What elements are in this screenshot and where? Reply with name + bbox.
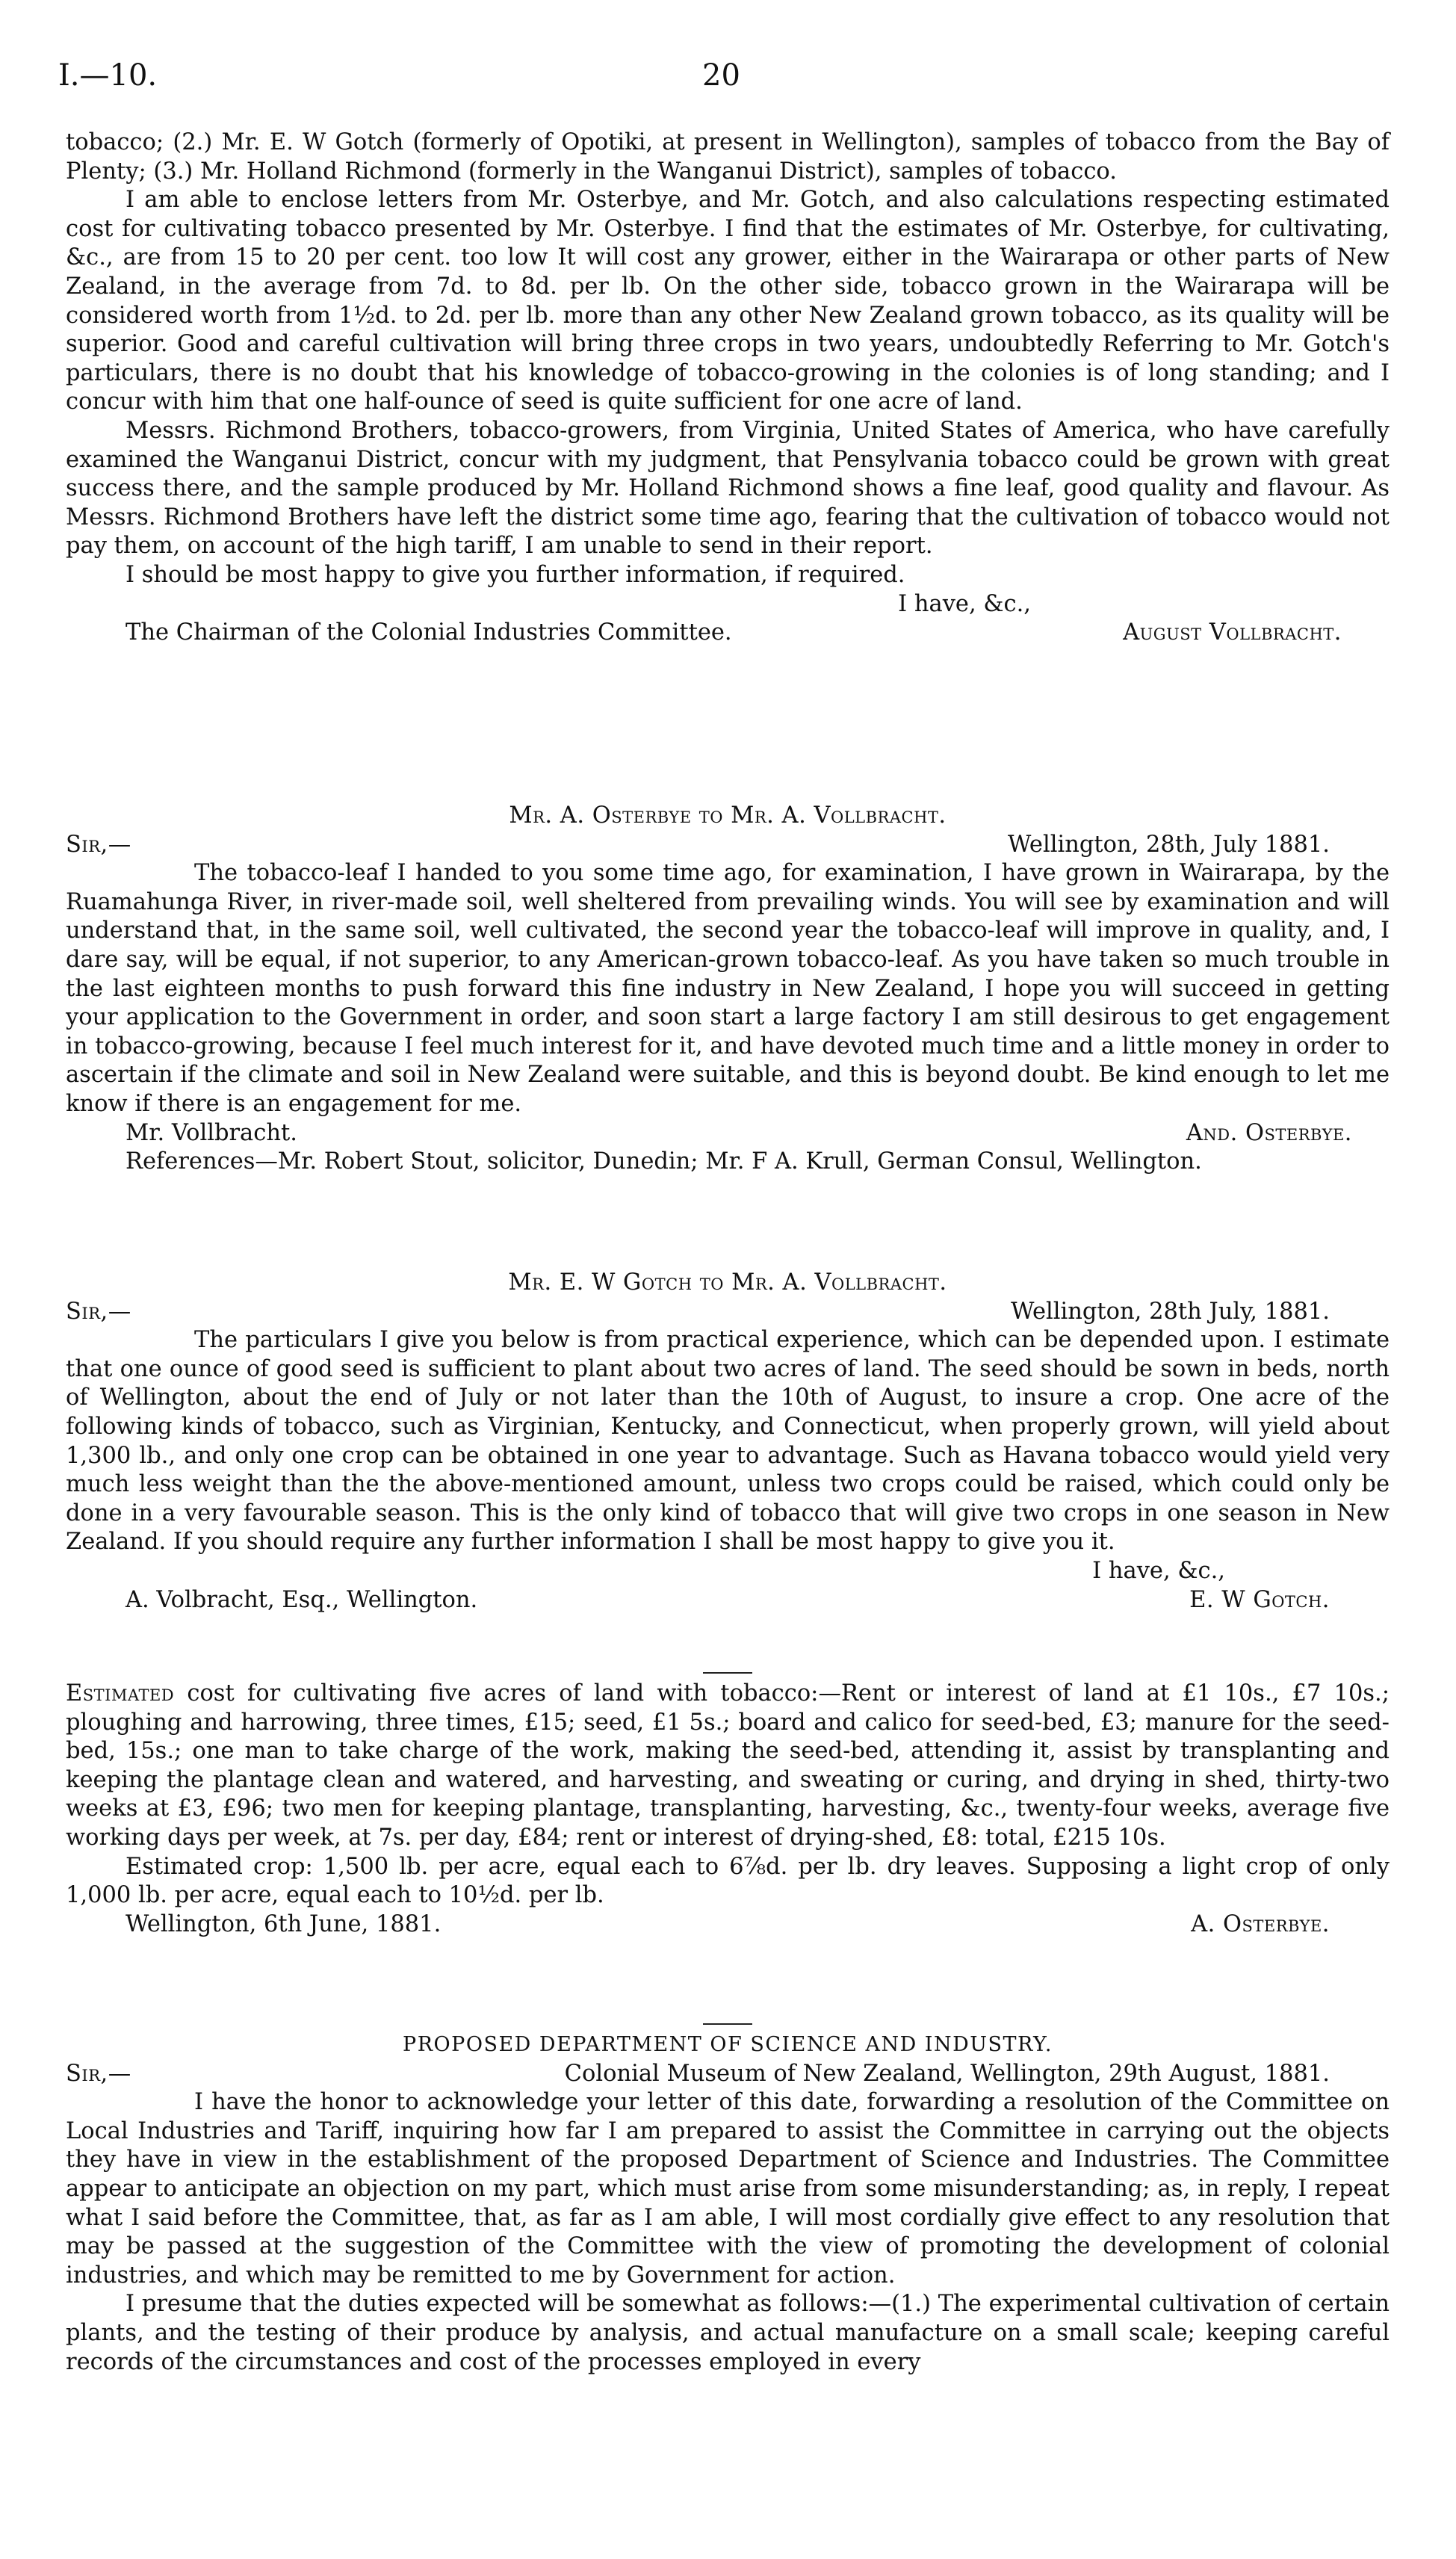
signature-line (66, 1119, 1390, 1148)
references: References—Mr. Robert Stout, solicitor, Dunedin; Mr. F A. Krull, German Consul, Wellington. (126, 1148, 1202, 1175)
closing-line (66, 1557, 1390, 1586)
report-continuation (66, 129, 1390, 648)
estimate-crop: Estimated crop: 1,500 lb. per acre, equal each to 6⅞d. per lb. dry leaves. Supposing a light crop of only 1,000 lb. per acre, equal each to 10½d. per lb. (66, 1853, 1390, 1909)
closing-formula: I have, &c., (898, 590, 1031, 617)
letter-heading: Mr. E. W Gotch to Mr. A. Vollbracht. (508, 1269, 947, 1296)
paragraph: tobacco; (2.) Mr. E. W Gotch (formerly of Opotiki, at present in Wellington), samples of tobacco from the Bay of Plenty; (3.) Mr. Holland Richmond (formerly in the Wanganui District), samples of tobacco. (66, 129, 1390, 185)
divider (703, 2023, 752, 2025)
estimate-text: cost for cultivating five acres of land with tobacco:—Rent or interest of land at £1 10s., £7 10s.; ploughing and harrowing, three times, £15; seed, £1 5s.; board and calico for seed-bed, £3; manure for the seed-bed, 15s.; one man to take charge of the work, making the seed-bed, attending it, assist by transplanting and keeping the plantage clean and watered, and harvesting, and sweating or curing, and drying in shed, thirty-two weeks at £3, £96; two men for keeping plantage, transplanting, harvesting, &c., twenty-four weeks, average five working days per week, at 7s. per day, £84; rent or interest of drying-shed, £8: total, £215 10s. (66, 1680, 1390, 1851)
letter-body: The tobacco-leaf I handed to you some time ago, for examination, I have grown in Wairarapa, by the Ruamahunga River, in river-made soil, well sheltered from prevailing winds. You will see by examination and will understand that, in the same soil, well cultivated, the second year the tobacco-leaf will improve in quality, and, I dare say, will be equal, if not superior, to any American-grown tobacco-leaf. As you have taken so much trouble in the last eighteen months to push forward this fine industry in New Zealand, I hope you will succeed in getting your application to the Government in order, and soon start a large factory I am still desirous to get engagement in tobacco-growing, because I feel much interest for it, and have devoted much time and a little money in order to ascertain if the climate and soil in New Zealand were suitable, and this is beyond doubt. Be kind enough to let me know if there is an engagement for me. (66, 860, 1390, 1117)
report-reference: I.—10. (58, 58, 158, 93)
addressee: A. Volbracht, Esq., Wellington. (126, 1586, 478, 1613)
section-heading: PROPOSED DEPARTMENT OF SCIENCE AND INDUSTRY. (403, 2033, 1053, 2056)
section-science-industry (66, 2017, 1390, 2377)
salutation: Sir,— (66, 831, 131, 858)
dateline: Wellington, 28th July, 1881. (1011, 1298, 1330, 1325)
paragraph: I presume that the duties expected will be somewhat as follows:—(1.) The experimental cultivation of certain plants, and the testing of their produce by analysis, and actual manufacture on a small scale; keeping careful records of the circumstances and cost of the processes employed in every (66, 2291, 1390, 2375)
signature: And. Osterbye. (1186, 1119, 1352, 1146)
letter-gotch (66, 1269, 1390, 1615)
salutation-line (66, 2060, 1390, 2089)
closing-line (66, 590, 1390, 619)
cost-estimate (66, 1666, 1390, 1939)
addressee: Mr. Vollbracht. (126, 1119, 297, 1146)
addressee: The Chairman of the Colonial Industries Committee. (126, 619, 732, 646)
paragraph: Messrs. Richmond Brothers, tobacco-growers, from Virginia, United States of America, who have carefully examined the Wanganui District, concur with my judgment, that Pensylvania tobacco could be grown with great success there, and the sample produced by Mr. Holland Richmond shows a fine leaf, good quality and flavour. As Messrs. Richmond Brothers have left the district some time ago, fearing that the cultivation of tobacco would not pay them, on account of the high tariff, I am unable to send in their report. (66, 417, 1390, 560)
page-number: 20 (702, 58, 740, 93)
signature: A. Osterbye. (1191, 1910, 1330, 1937)
letter-body: The particulars I give you below is from practical experience, which can be depended upon. I estimate that one ounce of good seed is sufficient to plant about two acres of land. The seed should be sown in beds, north of Wellington, about the end of July or not later than the 10th of August, to insure a crop. One acre of the following kinds of tobacco, such as Virginian, Kentucky, and Connecticut, when properly grown, will yield about 1,300 lb., and only one crop can be obtained in one year to advantage. Such as Havana tobacco would yield very much less weight than the the above-mentioned amount, unless two crops could be raised, which could only be done in a very favourable season. This is the only kind of tobacco that will give two crops in one season in New Zealand. If you should require any further information I shall be most happy to give you it. (66, 1327, 1390, 1556)
estimate-lead: Estimated (66, 1680, 175, 1706)
signature-line (66, 619, 1390, 648)
salutation-line (66, 1298, 1390, 1327)
letter-osterbye (66, 802, 1390, 1177)
signature-line (66, 1586, 1390, 1615)
estimate-paragraph (66, 1680, 1390, 1853)
closing-formula: I have, &c., (1092, 1557, 1225, 1584)
dateline: Wellington, 28th, July 1881. (1008, 831, 1330, 858)
paragraph: I should be most happy to give you further information, if required. (126, 561, 905, 588)
divider (703, 1672, 752, 1674)
letter-heading: Mr. A. Osterbye to Mr. A. Vollbracht. (509, 802, 947, 829)
signature: E. W Gotch. (1189, 1586, 1330, 1613)
salutation-line (66, 831, 1390, 860)
signature-line (66, 1910, 1390, 1940)
salutation: Sir,— (66, 1298, 131, 1325)
salutation: Sir,— (66, 2060, 131, 2087)
signature: August Vollbracht. (1123, 619, 1342, 646)
dateline: Colonial Museum of New Zealand, Wellington, 29th August, 1881. (564, 2060, 1330, 2087)
paragraph: I have the honor to acknowledge your letter of this date, forwarding a resolution of the Committee on Local Industries and Tariff, inquiring how far I am prepared to assist the Committee in carrying out the objects they have in view in the establishment of the proposed Department of Science and Industries. The Committee appear to anticipate an objection on my part, which must arise from some misunderstanding; as, in reply, I repeat what I said before the Committee, that, as far as I am able, I will most cordially give effect to any resolution that may be passed at the suggestion of the Committee with the view of promoting the development of colonial industries, and which may be remitted to me by Government for action. (66, 2089, 1390, 2289)
dateline: Wellington, 6th June, 1881. (126, 1910, 442, 1937)
paragraph: I am able to enclose letters from Mr. Osterbye, and Mr. Gotch, and also calculations respecting estimated cost for cultivating tobacco presented by Mr. Osterbye. I find that the estimates of Mr. Osterbye, for cultivating, &c., are from 15 to 20 per cent. too low It will cost any grower, either in the Wairarapa or other parts of New Zealand, in the average from 7d. to 8d. per lb. On the other side, tobacco grown in the Wairarapa will be considered worth from 1½d. to 2d. per lb. more than any other New Zealand grown tobacco, as its quality will be superior. Good and careful cultivation will bring three crops in two years, undoubtedly Referring to Mr. Gotch's particulars, there is no doubt that his knowledge of tobacco-growing in the colonies is of long standing; and I concur with him that one half-ounce of seed is quite sufficient for one acre of land. (66, 187, 1390, 415)
